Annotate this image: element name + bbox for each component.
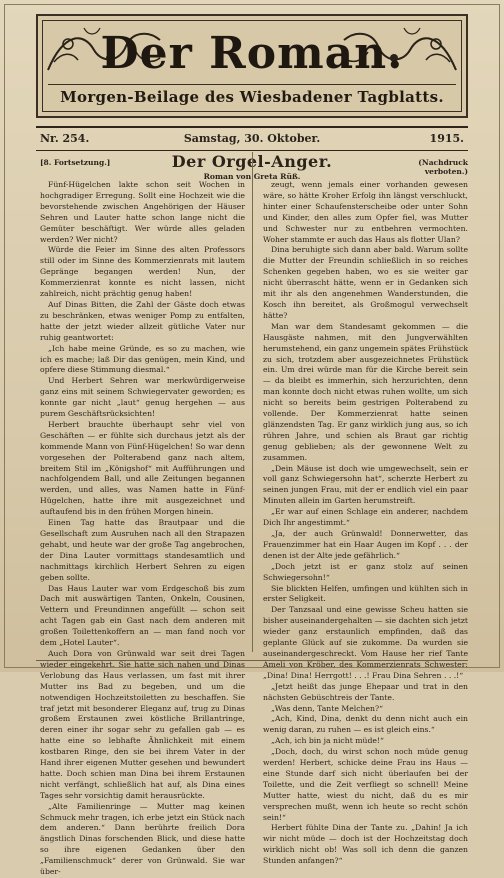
article-title: Der Orgel-Anger. <box>171 152 333 171</box>
article-paragraph: „Ach, Kind, Dina, denkt du denn nicht auch ein wenig daran, zu ruhen — es ist gleich eins.“ <box>263 714 468 735</box>
article-paragraph: „Dein Mäuse ist doch wie umgewechselt, sein er voll ganz Schwiegersohn hat“, scherzte Herbert zu seinen jungen Frau, mit der er endlich viel ein paar Minuten allein im Garten herumstreift. <box>263 463 468 506</box>
article-paragraph: „Was denn, Tante Melchen?“ <box>271 703 384 713</box>
article-paragraph: Dina beruhigte sich dann aber bald. Warum sollte die Mutter der Freundin schließlich in so reiches Schenken gegeben haben, wo es sie weiter gar nicht überrascht hätte, wenn er in Gedanken sich mit ihr als den angenehmen Wanderstunden, die Kosch ihn bereitet, als Großmogul verwechselt hätte? <box>263 245 468 320</box>
article-paragraph: Auch Dora von Grünwald war seit drei Tagen wieder eingekehrt. Sie hatte sich nahen und Dinas Verlobung das Haus verlassen, um fast mit ihrer Mutter ins Bad zu begeben, und um die notwendigen Hochzeitstoiletten zu beschaffen. Sie traf jetzt mit besonderer Eleganz auf, trug zu Dinas großem Erstaunen zwei köstliche Brillantringe, deren einer ihr sogar sehr zu gefallen gab — es hatte eine so lebhafte Ähnlichkeit mit einem kostbaren Ringe, den sie bei ihrem Vater in der Hand ihrer eigenen Mutter gesehen und bewundert hatte. Doch schien man Dina bei ihrem Erstaunen nicht verfängt, schließlich hat auf, als Dina eines Tages sehr vorsichtig damit herausrückte. <box>40 648 245 800</box>
article-paragraph: „Doch, doch, du wirst schon noch müde genug werden! Herbert, schicke deine Frau ins Haus — eine Stunde darf sich nicht überlaufen bei der Toilette, und die Zeit verfliegt so schnell! Meine Mutter hatte, wiest du nicht, daß du es mir versprechen mußt, wenn ich heute so recht schön sein!“ <box>263 747 468 822</box>
article-paragraph: „Alte Familienringe — Mutter mag keinen Schmuck mehr tragen, ich erbe jetzt ein Stück nach dem anderen.“ Dann berührte freilich Dora ängstlich Dinas forschenden Blick, und diese hatte so ihre eigenen Gedanken über den „Familienschmuck“ derer von Grünwald. Sie war über- <box>40 801 245 877</box>
issue-year: 1915. <box>429 132 464 145</box>
masthead-title: Der Roman. <box>100 28 404 79</box>
article-paragraph: Würde die Feier im Sinne des alten Professors still oder im Sinne des Kommerzienrats mit lautem Gepränge begangen werden! Nun, der Kommerzienrat konnte es nicht lassen, nicht zahlreich, nicht prächtig genug haben! <box>40 245 245 299</box>
article-paragraph: Herbert brauchte überhaupt sehr viel von Geschäften — er fühlte sich durchaus jetzt als der kommende Mann von Fünf-Hügelchen! So war denn vorgesehen der Polterabend ganz nach altem, breitem Stil im „Königshof“ mit Aufführungen und nachfolgendem Ball, und alle Zeitungen begannen werden, und alles, was Namen hatte in Fünf-Hügelchen, hatte ihre mit ausgezeichnet und auftaufend bis in den frühen Morgen hinein. <box>40 419 245 517</box>
article-paragraph: zeugt, wenn jemals einer vorhanden gewesen wäre, so hätte Kroher Erfolg ihn längst verschluckt, hinter einer Schaufensterscheibe oder unter Sohn und Kinder, den alles zum Opfer fiel, was Mutter und Schwester nur zu entbehren vermochten. Woher stammte er auch das Haus als flotter Ulan? <box>263 180 468 244</box>
article-paragraph: „Ach, ich bin ja nicht müde!“ <box>271 736 384 746</box>
article-paragraph: Auf Dinas Bitten, die Zahl der Gäste doch etwas zu beschränken, etwas weniger Pomp zu entfalten, hatte der jetzt wieder allzeit gütliche Vater nur ruhig geantwortet: <box>40 299 245 342</box>
column-divider <box>252 152 253 652</box>
masthead-divider <box>48 84 456 85</box>
article-paragraph: „Jetzt heißt das junge Ehepaar und trat in den nächsten Gebüschtreis der Tante. <box>263 681 468 702</box>
continuation-label: [8. Fortsetzung.] <box>40 158 111 167</box>
bottom-rule <box>36 660 468 661</box>
article-paragraph: „Ja, der auch Grünwald! Donnerwetter, das Frauenzimmer hat ein Haar Augen im Kopf . . . der denen ist der Alte jede gefährlich.“ <box>263 529 468 560</box>
article-paragraph: Fünf-Hügelchen lakte schon seit Wochen in hochgradiger Erregung. Sollt eine Hochzeit wie die bevorstehende zwischen Angehörigen der Häuser Sehren und Lauter hatte schon lange nicht die Gemüter beschäftigt. Wer würde alles geladen werden? Wer nicht? <box>40 180 245 244</box>
article-paragraph: Einen Tag hatte das Brautpaar und die Gesellschaft zum Ausruhen nach all den Strapazen gehabt, und heute war der große Tag angebrochen, der Dina Lauter vormittags standesamtlich und nachmittags kirchlich Herbert Sehren zu eigen geben sollte. <box>40 518 245 582</box>
issue-line <box>36 126 468 151</box>
article-column-right <box>263 180 469 866</box>
article-paragraph: Herbert fühlte Dina der Tante zu. „Dahin! Ja ich wir nicht müde — doch ist der Hochzeitstag doch wirklich nicht ob! Was soll ich denn die ganzen Stunden anfangen?“ <box>263 823 468 866</box>
article-paragraph: Und Herbert Sehren war merkwürdigerweise ganz eins mit seinem Schwiegervater geworden; es konnte gar nicht „laut“ genug hergehen — aus purem Geschäftsrücksichten! <box>40 376 245 419</box>
masthead-subtitle: Morgen-Beilage des Wiesbadener Tagblatts. <box>60 88 444 106</box>
article-paragraph: Das Haus Lauter war vom Erdgeschoß bis zum Dach mit auswärtigen Tanten, Onkeln, Cousinen, Vettern und Freundinnen angefüllt — schon seit acht Tagen gab ein Gast nach dem anderen mit großen Toilettenkoffern an — man fand noch vor dem „Hotel Lauter“. <box>40 583 245 648</box>
issue-date: Samstag, 30. Oktober. <box>183 132 321 145</box>
issue-number: Nr. 254. <box>40 132 90 145</box>
article-paragraph: „Doch jetzt ist er ganz stolz auf seinen Schwiegersohn!“ <box>263 561 468 582</box>
article-paragraph: Man war dem Standesamt gekommen — die Hausgäste nahmen, mit den Jungverwählten herumstehend, ein ganz ungemein spätes Frühstück zu sich, trotzdem aber ausgezeichnetes Frühstück ein. Um drei würde man für die Kirche bereit sein — da bleibt es immerhin, sich herzurichten, denn man konnte doch nicht etwas ruhen wollte, um sich nicht so bereits beim gestrigen Polterabend zu vollende. Der Kommerzienrat hatte seinen glänzendsten Tag. Er ganz wirklich jung aus, so ich rühren Jahre, und schien als Braut gar richtig genug geblieben; als der gewonnene Welt zu zusammen. <box>263 321 469 462</box>
article-author: Roman von Greta Rüß. <box>203 172 301 181</box>
reprint-notice: (Nachdruck verboten.) <box>418 158 468 176</box>
article-paragraph: „Er war auf einen Schlage ein anderer, nachdem Dich Ihr angestimmt.“ <box>263 507 468 528</box>
article-paragraph: Sie blickten Helfen, umfingen und kühlten sich in erster Seligkeit. <box>263 583 468 604</box>
article-paragraph: „Ich habe meine Gründe, es so zu machen, wie ich es mache; laß Dir das genügen, mein Kind, und opfere diese Stimmung diesmal.“ <box>40 343 245 375</box>
article-column-left <box>40 180 245 877</box>
article-paragraph: Der Tanzsaal und eine gewisse Scheu hatten sie bisher auseinandergehalten — sie dachten sich jetzt wieder ganz erstaunlich empfinden, daß das geplante Glück auf sie zukomme. Da wurden sie auseinandergeschreckt. Vom Hause her rief Tante Ameli von Kröber, des Kommerzienrats Schwester: „Dina! Dina! Herrgott! . . .! Frau Dina Sehren . . .!“ <box>263 605 468 680</box>
masthead <box>36 14 468 118</box>
